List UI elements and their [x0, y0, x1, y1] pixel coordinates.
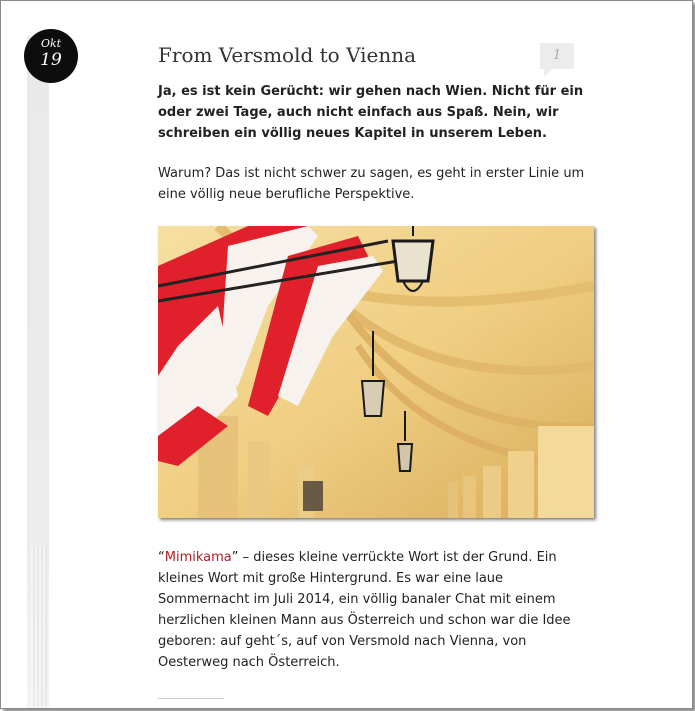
- comment-count-bubble[interactable]: 1: [540, 43, 574, 69]
- post-lead: Ja, es ist kein Gerücht: wir gehen nach Wien. Nicht für ein oder zwei Tage, auch nicht einfach aus Spaß. Nein, wir schreiben ein völlig neues Kapitel in unserem Leben.: [158, 84, 584, 141]
- date-day: 19: [40, 50, 62, 70]
- paragraph-3-text: ” – dieses kleine verrückte Wort ist der Grund. Ein kleines Wort mit große Hintergrund. Es war eine laue Sommernacht im Juli 2014, ein völlig banaler Chat mit einem herzlichen kleinen Mann aus Österreich und schon war die Idee geboren: auf geht´s, auf von Versmold nach Vienna, von Oesterweg nach Österreich.: [158, 550, 571, 670]
- post-paragraph-2: Warum? Das ist nicht schwer zu sagen, es geht in erster Linie um eine völlig neue berufliche Perspektive.: [158, 166, 585, 202]
- post-title[interactable]: From Versmold to Vienna: [158, 43, 417, 67]
- post-photo: [158, 226, 594, 518]
- post-content: [158, 81, 598, 205]
- decorative-stripes: [31, 546, 47, 706]
- mimikama-link[interactable]: Mimikama: [164, 550, 232, 565]
- date-badge: [24, 29, 78, 83]
- content-divider: [158, 698, 224, 699]
- arcade-flags-image: [158, 226, 594, 518]
- open-quote: “: [158, 550, 165, 565]
- post-paragraph-3: [158, 547, 598, 673]
- date-month: Okt: [40, 37, 62, 50]
